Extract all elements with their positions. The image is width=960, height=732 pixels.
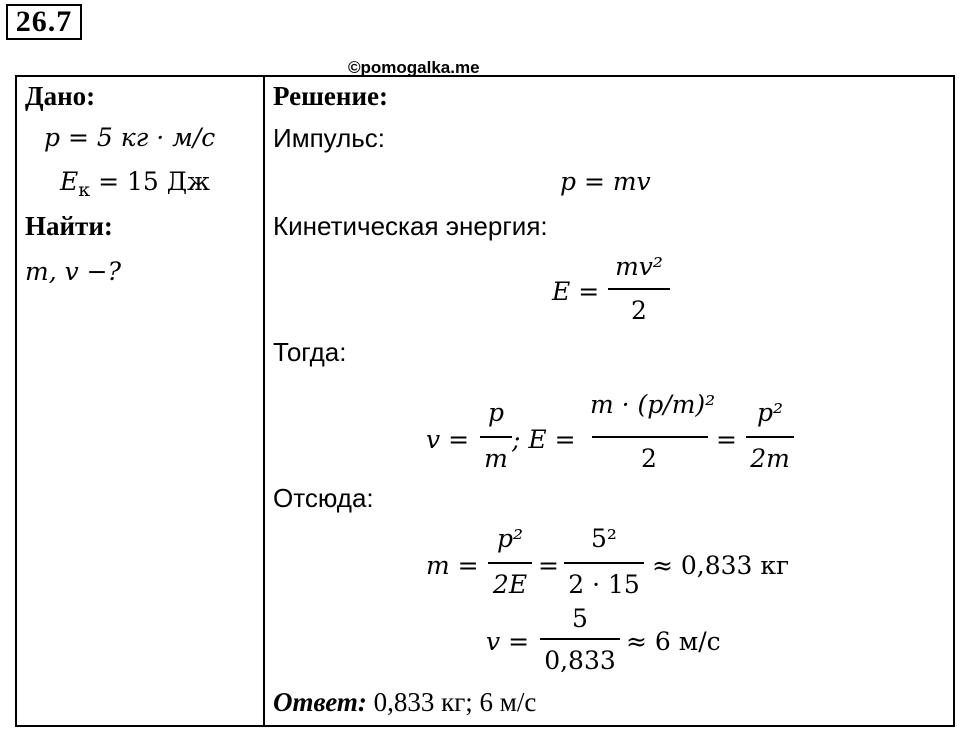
find-unknowns: m, v −? [25,257,122,286]
velocity-bar [540,638,620,640]
velocity-result: ≈ 6 м/с [626,627,721,656]
problem-number: 26.7 [6,4,82,40]
solution-heading: Решение: [273,81,388,111]
then-v-lhs: v = [426,425,470,454]
hence-label: Отсюда: [273,483,374,513]
given-energy [60,166,210,206]
then-v-numerator: p [487,398,504,427]
kinetic-numerator: mv² [615,252,663,281]
kinetic-label: Кинетическая энергия: [273,211,548,241]
energy-subscript: к [78,179,91,201]
energy-symbol: E [60,167,79,196]
kinetic-lhs: E = [552,277,600,306]
mass-bar-1 [488,562,532,564]
given-heading: Дано: [25,81,96,111]
watermark: ©pomogalka.me [348,58,480,77]
energy-value: = 15 Дж [90,167,211,196]
then-e-numerator: m · (p/m)² [590,390,716,419]
kinetic-fraction-bar [608,288,670,290]
answer-label: Ответ: [273,687,367,717]
impulse-label: Импульс: [273,123,386,153]
mass-bar-2 [564,562,644,564]
impulse-formula: p = mv [560,167,651,196]
velocity-numerator: 5 [572,604,588,633]
given-momentum: p = 5 кг · м/с [44,123,216,152]
answer-text: 0,833 кг; 6 м/с [366,687,537,717]
then-result-denominator: 2m [750,444,790,473]
then-separator: ; E = [512,425,576,454]
mass-numerator-1: p² [496,524,524,553]
then-v-bar [480,436,512,438]
find-heading: Найти: [25,211,113,241]
mass-denominator-1: 2E [492,570,528,599]
then-result-bar [746,436,794,438]
then-e-denominator: 2 [641,444,657,473]
answer-line [273,686,536,718]
then-equals: = [716,425,737,454]
mass-denominator-2: 2 · 15 [568,570,640,599]
column-divider [263,75,265,727]
then-result-numerator: p² [756,398,784,427]
mass-result: ≈ 0,833 кг [652,551,790,580]
mass-equals: = [538,551,559,580]
mass-lhs: m = [426,551,479,580]
velocity-denominator: 0,833 [544,646,616,675]
then-label: Тогда: [273,337,347,367]
then-e-bar [592,436,708,438]
then-v-denominator: m [484,444,508,473]
velocity-lhs: v = [486,627,530,656]
kinetic-denominator: 2 [631,296,647,325]
mass-numerator-2: 5² [591,524,617,553]
